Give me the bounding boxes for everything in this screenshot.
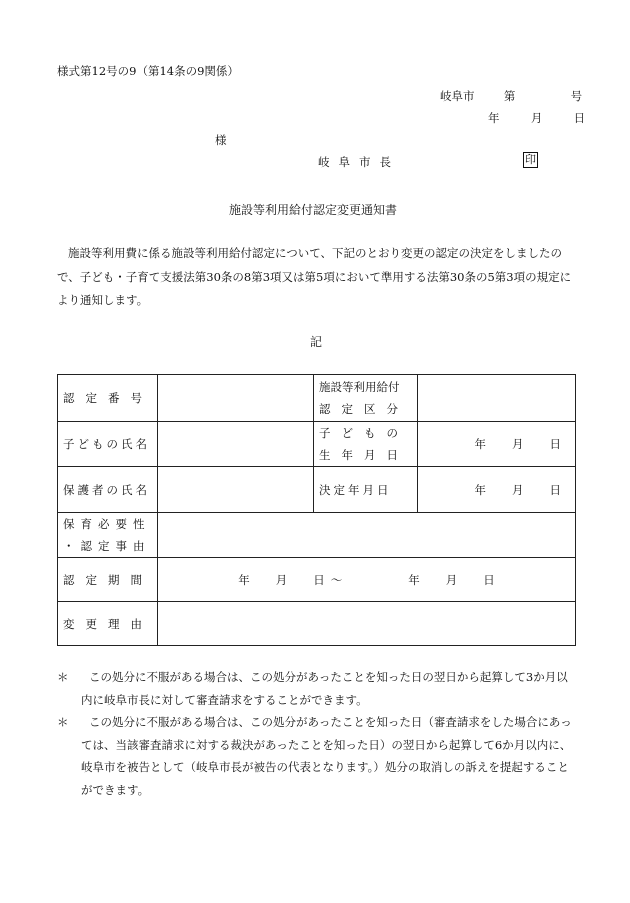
day-label: 日	[549, 437, 561, 451]
guardian-name-cell[interactable]	[158, 467, 314, 513]
label-child-name: 子どもの氏名	[58, 422, 158, 467]
label-line: 保育必要性	[63, 517, 151, 531]
document-title: 施設等利用給付認定変更通知書	[229, 203, 398, 217]
table-row	[58, 467, 576, 513]
certification-number-cell[interactable]	[158, 375, 314, 422]
label-line: 施設等利用給付	[319, 380, 400, 394]
care-necessity-cell[interactable]	[158, 513, 576, 558]
table-row	[58, 558, 576, 602]
year-label: 年	[474, 437, 486, 451]
notice-body: 施設等利用費に係る施設等利用給付認定について、下記のとおり変更の認定の決定をしましたので、子ども・子育て支援法第30条の8第3項又は第5項において準用する法第30条の5第3項の規定により通知します。	[57, 246, 572, 307]
label-care-necessity	[58, 513, 158, 558]
change-reason-cell[interactable]	[158, 602, 576, 646]
issuer-name: 岐阜市長	[318, 155, 400, 169]
label-decision-date: 決定年月日	[314, 467, 418, 513]
certification-period-cell[interactable]	[158, 558, 576, 602]
seal-mark: 印	[525, 153, 536, 166]
day-label: 日	[483, 572, 495, 587]
ki-heading: 記	[310, 335, 323, 349]
table-row	[58, 602, 576, 646]
note-text: この処分に不服がある場合は、この処分があったことを知った日（審査請求をした場合にあっては、当該審査請求に対する裁決があったことを知った日）の翌日から起算して6か月以内に、岐阜市を被告として（岐阜市長が被告の代表となります。）処分の取消しの訴えを提起することができます。	[81, 715, 572, 797]
table-row	[58, 422, 576, 467]
addressee-suffix: 様	[215, 133, 227, 147]
label-certification-number: 認定番号	[58, 375, 158, 422]
label-child-birthdate	[314, 422, 418, 467]
month-label: 月	[512, 482, 524, 497]
month-label: 月	[530, 111, 543, 125]
day-label: 日	[573, 111, 586, 125]
note-text: この処分に不服がある場合は、この処分があったことを知った日の翌日から起算して3か月以内に岐阜市長に対して審査請求をすることができます。	[81, 670, 568, 707]
label-line: 子どもの	[319, 426, 409, 440]
table-row	[58, 513, 576, 558]
month-label: 月	[445, 572, 458, 587]
dai-label: 第	[503, 89, 516, 103]
go-label: 号	[570, 89, 583, 103]
day-label: 日	[549, 482, 561, 497]
notes-section	[57, 666, 579, 801]
month-label: 月	[275, 572, 288, 587]
label-certification-category	[314, 375, 418, 422]
label-line: 認定区分	[319, 402, 409, 416]
form-number: 様式第12号の9（第14条の9関係）	[57, 64, 239, 78]
child-birthdate-cell[interactable]	[418, 422, 576, 467]
day-label: 日	[313, 572, 325, 587]
child-name-cell[interactable]	[158, 422, 314, 467]
year-label: 年	[408, 572, 420, 587]
label-line: 生年月日	[319, 448, 409, 462]
note-item	[57, 666, 579, 711]
table-row	[58, 375, 576, 422]
decision-date-cell[interactable]	[418, 467, 576, 513]
asterisk-mark: ＊	[57, 715, 69, 729]
office-city: 岐阜市	[440, 89, 475, 103]
asterisk-mark: ＊	[57, 670, 69, 684]
label-change-reason: 変更理由	[58, 602, 158, 646]
label-line: ・認定事由	[63, 539, 151, 553]
year-label: 年	[488, 111, 500, 125]
document-number-line	[440, 88, 582, 104]
month-label: 月	[512, 437, 524, 451]
certification-table	[57, 374, 576, 646]
issue-date-line	[488, 110, 585, 126]
label-certification-period: 認定期間	[58, 558, 158, 602]
label-guardian-name: 保護者の氏名	[58, 467, 158, 513]
note-item	[57, 711, 579, 801]
certification-category-cell[interactable]	[418, 375, 576, 422]
year-label: 年	[474, 482, 486, 497]
tilde-separator: ～	[330, 572, 343, 587]
year-label: 年	[238, 572, 250, 587]
